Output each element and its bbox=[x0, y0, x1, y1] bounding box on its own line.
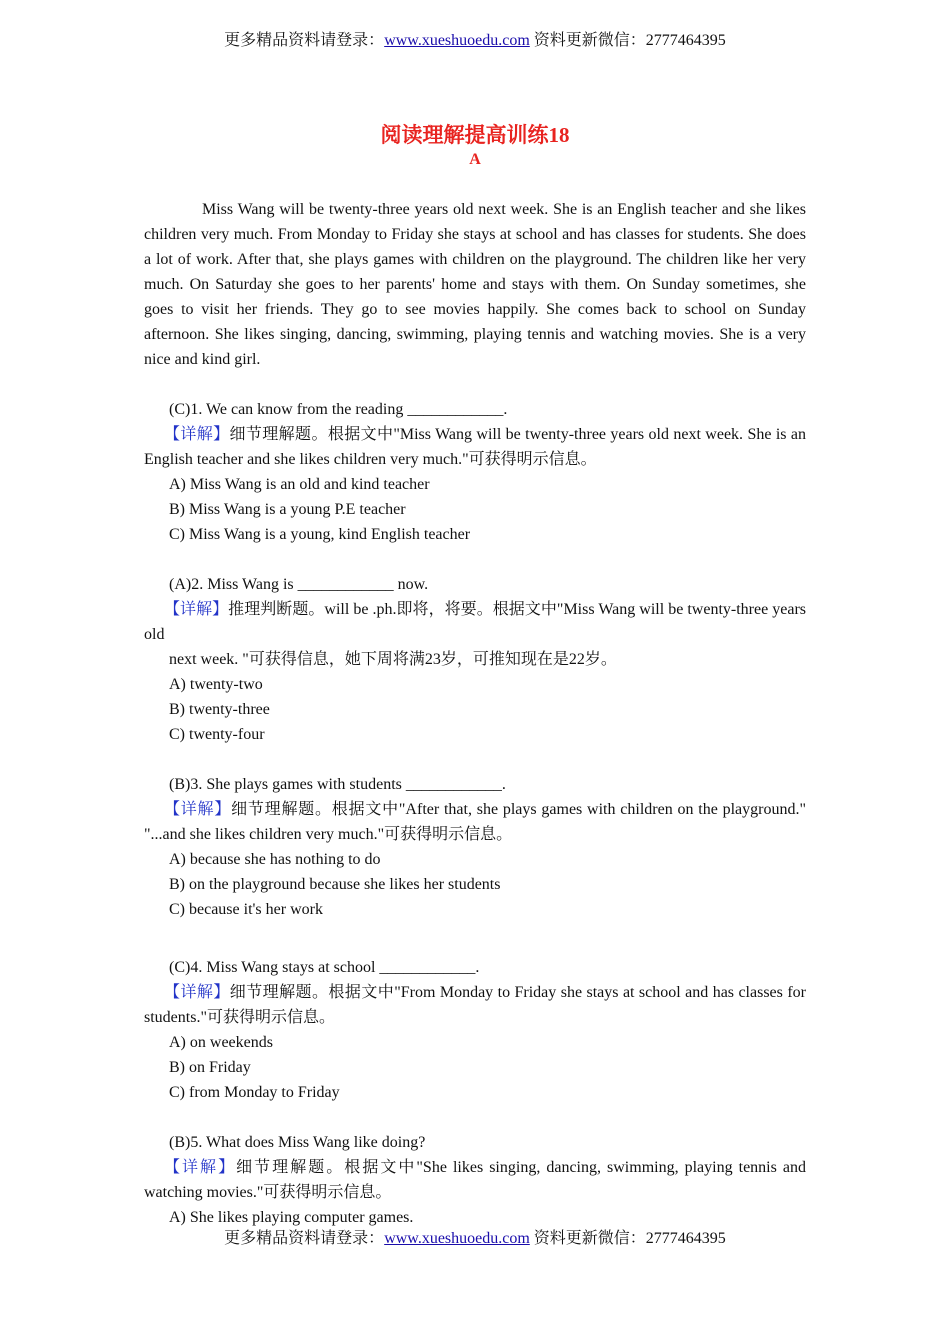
detail-tag: 【详解】 bbox=[164, 1159, 237, 1176]
question-4: (C)4. Miss Wang stays at school ____________. bbox=[169, 959, 480, 976]
header-suffix: 资料更新微信：2777464395 bbox=[529, 32, 726, 49]
section-label: A bbox=[469, 151, 481, 168]
detail-text: 细节理解题。根据文中"Miss Wang will be twenty-three years old next week. She is an English teacher and she likes children very much."可获得明示信息。 bbox=[144, 426, 806, 468]
detail-3 bbox=[144, 797, 806, 847]
footer-link[interactable]: www.xueshuoedu.com bbox=[384, 1230, 530, 1247]
header-prefix: 更多精品资料请登录： bbox=[224, 32, 385, 49]
page-footer bbox=[0, 1229, 950, 1249]
detail-4 bbox=[144, 980, 806, 1030]
question-1: (C)1. We can know from the reading ____________. bbox=[169, 401, 508, 418]
option: B) Miss Wang is a young P.E teacher bbox=[169, 501, 406, 518]
detail-tag: 【详解】 bbox=[164, 801, 232, 818]
detail-tag: 【详解】 bbox=[164, 984, 230, 1001]
detail-2 bbox=[144, 597, 806, 647]
footer-prefix: 更多精品资料请登录： bbox=[224, 1230, 385, 1247]
option: C) twenty-four bbox=[169, 726, 265, 743]
option: A) twenty-two bbox=[169, 676, 263, 693]
detail-tag: 【详解】 bbox=[164, 601, 229, 618]
detail-text: 推理判断题。will be .ph.即将，将要。根据文中"Miss Wang will be twenty-three years old bbox=[144, 601, 806, 643]
detail-tag: 【详解】 bbox=[164, 426, 230, 443]
question-5: (B)5. What does Miss Wang like doing? bbox=[169, 1134, 426, 1151]
option: C) from Monday to Friday bbox=[169, 1084, 340, 1101]
option: C) because it's her work bbox=[169, 901, 323, 918]
detail-text: 细节理解题。根据文中"From Monday to Friday she stays at school and has classes for students."可获得明示信息。 bbox=[144, 984, 806, 1026]
footer-suffix: 资料更新微信：2777464395 bbox=[529, 1230, 726, 1247]
option: A) because she has nothing to do bbox=[169, 851, 381, 868]
option: B) on the playground because she likes her students bbox=[169, 876, 501, 893]
option: A) on weekends bbox=[169, 1034, 273, 1051]
option: B) on Friday bbox=[169, 1059, 251, 1076]
reading-passage: Miss Wang will be twenty-three years old next week. She is an English teacher and she likes children very much. From Monday to Friday she stays at school and has classes for students. She does a lot of work. After that, she plays games with children on the playground. The children like her very much. On Saturday she goes to her parents' home and stays with them. On Sunday sometimes, she goes to visit her friends. They go to see movies happily. She comes back to school on Sunday afternoon. She likes singing, dancing, swimming, playing tennis and watching movies. She is a very nice and kind girl. bbox=[144, 201, 806, 368]
option: C) Miss Wang is a young, kind English teacher bbox=[169, 526, 471, 543]
detail-continuation: next week. "可获得信息，她下周将满23岁，可推知现在是22岁。 bbox=[169, 651, 617, 668]
detail-text: 细节理解题。根据文中"After that, she plays games with children on the playground." "...and she likes children very much."可获得明示信息。 bbox=[144, 801, 806, 843]
page-title: 阅读理解提高训练18 bbox=[380, 123, 570, 147]
detail-text: 细节理解题。根据文中"She likes singing, dancing, swimming, playing tennis and watching movies."可获得明示信息。 bbox=[144, 1159, 806, 1201]
detail-5 bbox=[144, 1155, 806, 1205]
option: A) She likes playing computer games. bbox=[169, 1209, 414, 1226]
option: B) twenty-three bbox=[169, 701, 270, 718]
option: A) Miss Wang is an old and kind teacher bbox=[169, 476, 430, 493]
header-link[interactable]: www.xueshuoedu.com bbox=[384, 32, 530, 49]
question-2: (A)2. Miss Wang is ____________ now. bbox=[169, 576, 429, 593]
question-3: (B)3. She plays games with students ____________. bbox=[169, 776, 506, 793]
document-body bbox=[144, 197, 806, 1230]
detail-1 bbox=[144, 422, 806, 472]
page-header bbox=[0, 31, 950, 51]
